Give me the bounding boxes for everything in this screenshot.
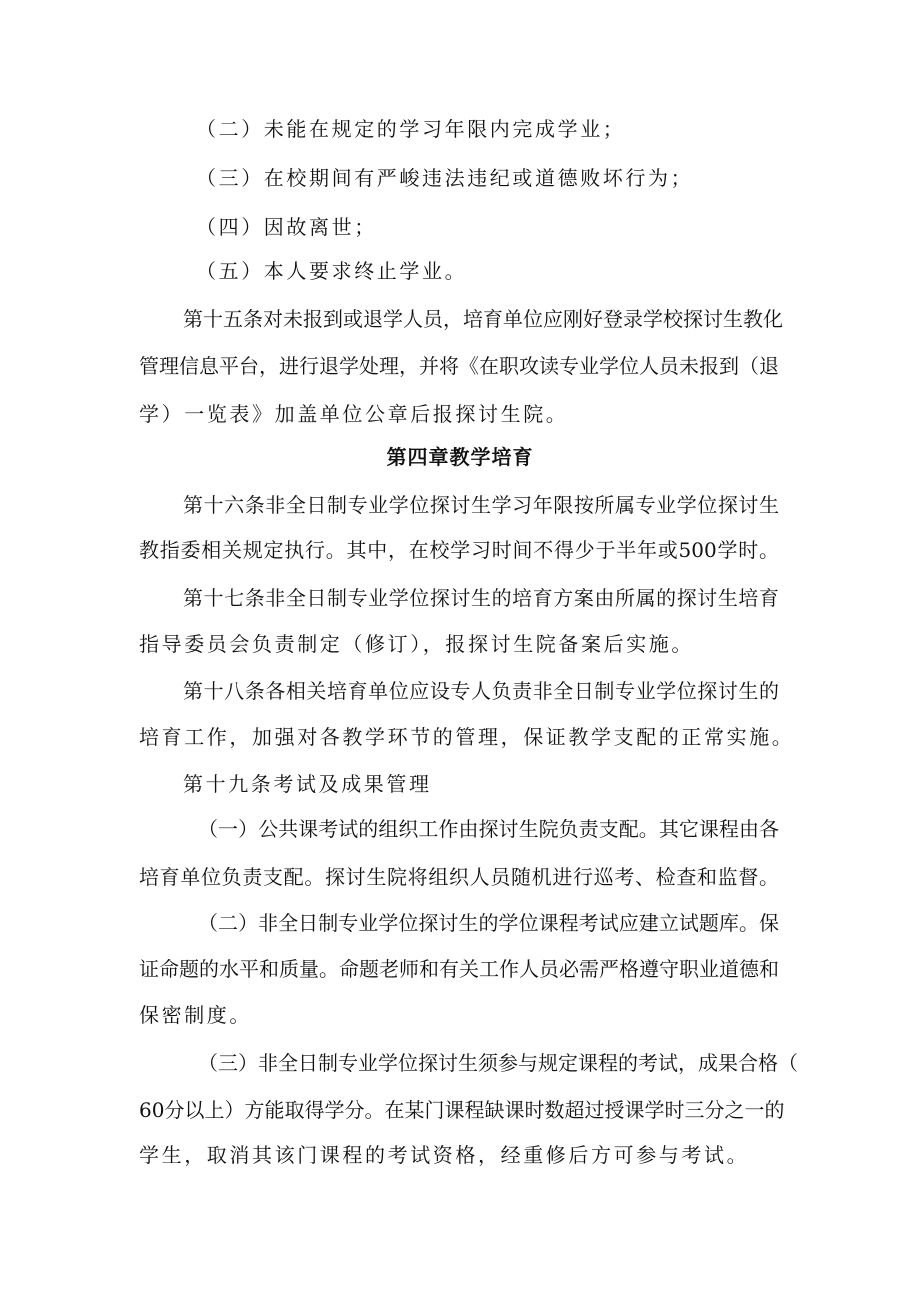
- article-19-item-2-line-2: 证命题的水平和质量。命题老师和有关工作人员必需严格遵守职业道德和: [139, 957, 779, 981]
- clause-item-3: （三）在校期间有严峻违法违纪或道德败坏行为；: [196, 166, 694, 190]
- article-15-line-3: 学）一览表》加盖单位公章后报探讨生院。: [139, 402, 569, 426]
- article-16-line-1: 第十六条非全日制专业学位探讨生学习年限按所属专业学位探讨生: [183, 493, 779, 517]
- article-17-line-2: 指导委员会负责制定（修订），报探讨生院备案后实施。: [139, 632, 694, 656]
- article-19-item-3-line-3: 学生，取消其该门课程的考试资格，经重修后方可参与考试。: [139, 1143, 750, 1167]
- article-19-item-1-line-1: （一）公共课考试的组织工作由探讨生院负责支配。其它课程由各: [198, 817, 779, 841]
- chapter-heading: 第四章教学培育: [386, 445, 534, 469]
- article-18-line-2: 培育工作，加强对各教学环节的管理，保证教学支配的正常实施。: [139, 725, 795, 749]
- article-19-item-2-line-1: （二）非全日制专业学位探讨生的学位课程考试应建立试题库。保: [198, 911, 779, 935]
- article-15-line-2: 管理信息平台，进行退学处理，并将《在职攻读专业学位人员未报到（退: [139, 354, 779, 378]
- article-17-line-1: 第十七条非全日制专业学位探讨生的培育方案由所属的探讨生培育: [183, 586, 779, 610]
- article-19-heading: 第十九条考试及成果管理: [183, 772, 432, 796]
- article-19-item-1-line-2: 培育单位负责支配。探讨生院将组织人员随机进行巡考、检查和监督。: [139, 865, 779, 889]
- article-19-item-3-line-1: （三）非全日制专业学位探讨生须参与规定课程的考试，成果合格（: [198, 1051, 798, 1075]
- article-16-line-2: 教指委相关规定执行。其中，在校学习时间不得少于半年或500学时。: [139, 538, 779, 562]
- clause-item-4: （四）因故离世；: [196, 215, 377, 239]
- article-18-line-1: 第十八条各相关培育单位应设专人负责非全日制专业学位探讨生的: [183, 679, 779, 703]
- article-19-item-3-line-2: 60分以上）方能取得学分。在某门课程缺课时数超过授课学时三分之一的: [139, 1098, 785, 1122]
- clause-item-2: （二）未能在规定的学习年限内完成学业；: [196, 117, 626, 141]
- article-15-line-1: 第十五条对未报到或退学人员，培育单位应刚好登录学校探讨生教化: [183, 307, 783, 331]
- clause-item-5: （五）本人要求终止学业。: [196, 259, 468, 283]
- article-19-item-2-line-3: 保密制度。: [139, 1003, 252, 1027]
